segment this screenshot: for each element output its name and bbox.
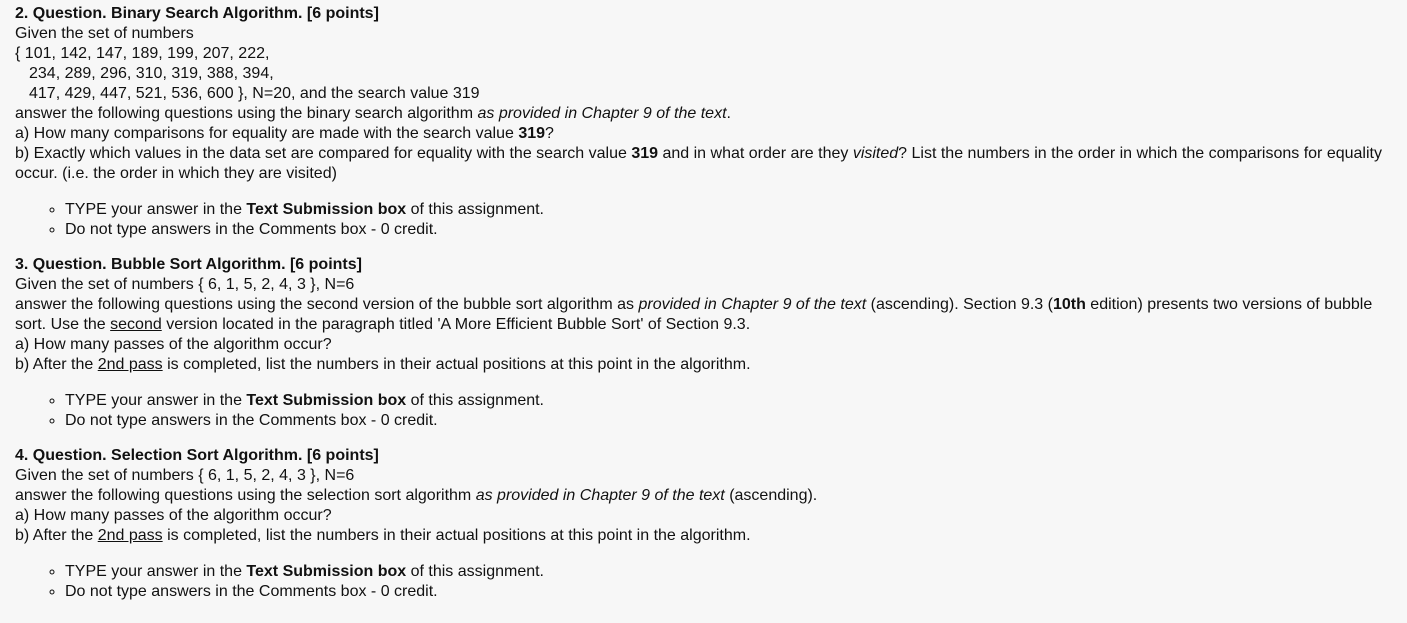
sub-question-b: b) After the 2nd pass is completed, list the numbers in their actual positions at this point in the algorithm. [15, 356, 751, 373]
sub-question-a: a) How many comparisons for equality are made with the search value 319? [15, 125, 554, 142]
given-text: Given the set of numbers [15, 25, 194, 42]
instruction-item: ◦ Do not type answers in the Comments box - 0 credit. [65, 411, 1392, 431]
number-set-line-3: 417, 429, 447, 521, 536, 600 }, N=20, and the search value 319 [29, 85, 480, 102]
question-intro: answer the following questions using the binary search algorithm as provided in Chapter 9 of the text. [15, 105, 731, 122]
instruction-item: ◦ Do not type answers in the Comments box - 0 credit. [65, 220, 1392, 240]
question-2 [15, 4, 1392, 240]
question-title: 4. Question. Selection Sort Algorithm. [6 points] [15, 447, 379, 464]
number-set-line-2: 234, 289, 296, 310, 319, 388, 394, [29, 65, 274, 82]
sub-question-b: b) After the 2nd pass is completed, list the numbers in their actual positions at this point in the algorithm. [15, 527, 751, 544]
instruction-item: ◦ TYPE your answer in the Text Submission box of this assignment. [65, 200, 1392, 220]
instruction-item: ◦ TYPE your answer in the Text Submission box of this assignment. [65, 562, 1392, 582]
sub-question-b: b) Exactly which values in the data set are compared for equality with the search value 319 and in what order are they visited? List the numbers in the order in which the comparisons for equality occur. (i.e. the order in which they are visited) [15, 145, 1382, 182]
instruction-item: ◦ TYPE your answer in the Text Submission box of this assignment. [65, 391, 1392, 411]
question-intro: answer the following questions using the selection sort algorithm as provided in Chapter 9 of the text (ascending). [15, 487, 818, 504]
sub-question-a: a) How many passes of the algorithm occur? [15, 507, 332, 524]
given-text: Given the set of numbers { 6, 1, 5, 2, 4, 3 }, N=6 [15, 276, 355, 293]
question-title: 2. Question. Binary Search Algorithm. [6 points] [15, 5, 379, 22]
given-text: Given the set of numbers { 6, 1, 5, 2, 4, 3 }, N=6 [15, 467, 355, 484]
instruction-item: ◦ Do not type answers in the Comments box - 0 credit. [65, 582, 1392, 602]
sub-question-a: a) How many passes of the algorithm occur? [15, 336, 332, 353]
question-title: 3. Question. Bubble Sort Algorithm. [6 points] [15, 256, 362, 273]
question-3 [15, 255, 1392, 431]
instructions-list [15, 200, 1392, 240]
question-4 [15, 446, 1392, 602]
instructions-list [15, 391, 1392, 431]
question-intro: answer the following questions using the second version of the bubble sort algorithm as provided in Chapter 9 of the text (ascending). Section 9.3 (10th edition) presents two versions of bubble sort. Use the second version located in the paragraph titled 'A More Efficient Bubble Sort' of Section 9.3. [15, 296, 1373, 333]
instructions-list [15, 562, 1392, 602]
number-set-line-1: { 101, 142, 147, 189, 199, 207, 222, [15, 45, 270, 62]
